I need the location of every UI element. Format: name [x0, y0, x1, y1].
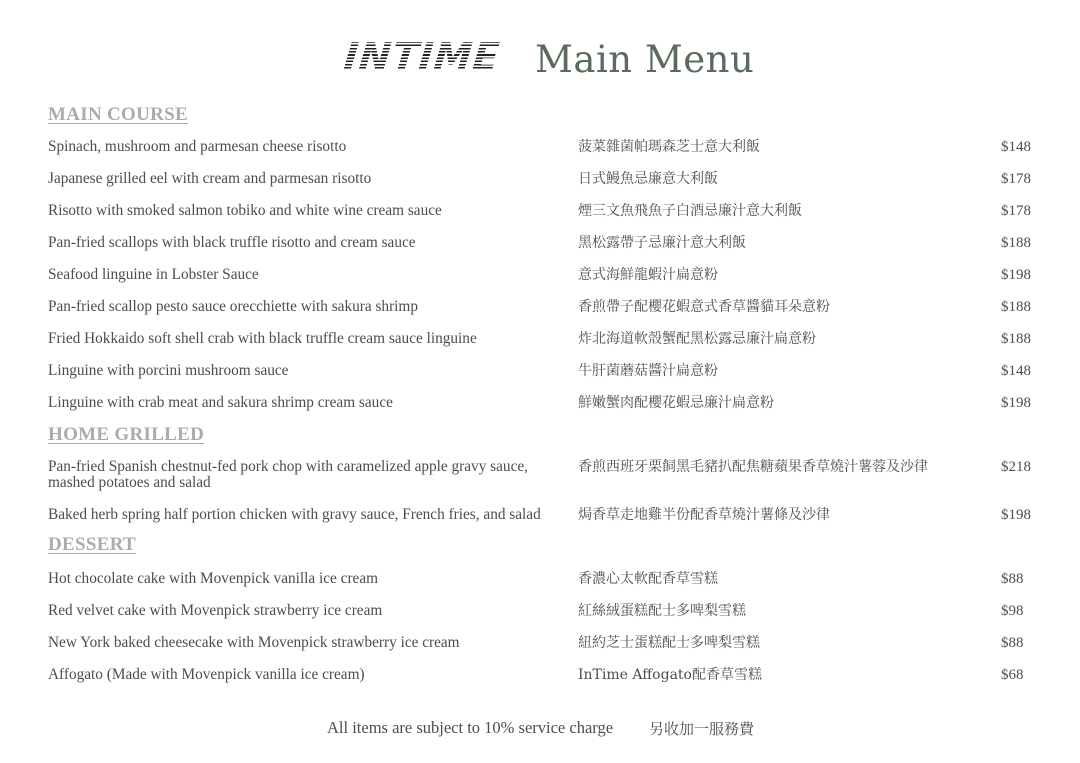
section-title-main-course: MAIN COURSE: [48, 104, 189, 125]
item-name-en: Seafood linguine in Lobster Sauce: [48, 266, 259, 283]
brand-logo: INTIME: [341, 35, 503, 79]
item-name-zh: 香濃心太軟配香草雪糕: [578, 571, 718, 587]
item-name-zh: 日式鰻魚忌廉意大利飯: [578, 171, 718, 187]
item-price: $198: [1001, 507, 1031, 523]
item-name-zh: 菠菜雜菌帕瑪森芝士意大利飯: [578, 139, 760, 155]
item-price: $88: [1001, 635, 1024, 651]
item-name-zh: 意式海鮮龍蝦汁扁意粉: [578, 267, 718, 283]
item-price: $178: [1001, 171, 1031, 187]
item-name-zh: 紅絲絨蛋糕配士多啤梨雪糕: [578, 603, 746, 619]
item-name-zh: 焗香草走地雞半份配香草燒汁薯條及沙律: [578, 507, 830, 523]
item-name-en: Baked herb spring half portion chicken with gravy sauce, French fries, and salad: [48, 506, 541, 523]
item-price: $148: [1001, 139, 1031, 155]
service-charge-note-zh: 另收加一服務費: [649, 720, 755, 738]
item-name-zh: 煙三文魚飛魚子白酒忌廉汁意大利飯: [578, 203, 802, 219]
item-name-en: New York baked cheesecake with Movenpick strawberry ice cream: [48, 634, 460, 651]
item-price: $218: [1001, 459, 1031, 475]
section-title-home-grilled: HOME GRILLED: [48, 424, 205, 445]
item-price: $198: [1001, 395, 1031, 411]
menu-header: [0, 30, 1080, 90]
item-name-zh: 鮮嫩蟹肉配櫻花蝦忌廉汁扁意粉: [578, 395, 774, 411]
item-name-en: Pan-fried scallops with black truffle risotto and cream sauce: [48, 234, 416, 251]
item-name-en: Affogato (Made with Movenpick vanilla ice cream): [48, 666, 365, 683]
section-title-dessert: DESSERT: [48, 534, 137, 555]
item-price: $68: [1001, 667, 1024, 683]
item-price: $188: [1001, 299, 1031, 315]
item-price: $148: [1001, 363, 1031, 379]
item-name-en: Japanese grilled eel with cream and parmesan risotto: [48, 170, 372, 187]
item-name-en: Spinach, mushroom and parmesan cheese risotto: [48, 138, 347, 155]
item-price: $188: [1001, 331, 1031, 347]
item-name-en: Risotto with smoked salmon tobiko and white wine cream sauce: [48, 202, 442, 219]
item-name-en: Pan-fried Spanish chestnut-fed pork chop with caramelized apple gravy sauce, mashed potatoes and salad: [48, 458, 528, 491]
item-price: $198: [1001, 267, 1031, 283]
item-name-zh: 炸北海道軟殼蟹配黑松露忌廉汁扁意粉: [578, 331, 816, 347]
item-name-en: Red velvet cake with Movenpick strawberry ice cream: [48, 602, 383, 619]
item-price: $88: [1001, 571, 1024, 587]
item-price: $98: [1001, 603, 1024, 619]
item-name-en: Pan-fried scallop pesto sauce orecchiette with sakura shrimp: [48, 298, 418, 315]
item-name-en: Linguine with crab meat and sakura shrimp cream sauce: [48, 394, 393, 411]
item-name-zh: 黑松露帶子忌廉汁意大利飯: [578, 235, 746, 251]
item-name-zh: 紐約芝士蛋糕配士多啤梨雪糕: [578, 635, 760, 651]
item-price: $188: [1001, 235, 1031, 251]
item-name-zh: 香煎帶子配櫻花蝦意式香草醬貓耳朵意粉: [578, 299, 830, 315]
item-name-en: Linguine with porcini mushroom sauce: [48, 362, 289, 379]
item-name-zh: 香煎西班牙栗飼黑毛豬扒配焦糖蘋果香草燒汁薯蓉及沙律: [578, 459, 928, 475]
item-name-zh: 牛肝菌蘑菇醬汁扁意粉: [578, 363, 718, 379]
footer: [0, 718, 1080, 742]
item-name-en: Hot chocolate cake with Movenpick vanilla ice cream: [48, 570, 379, 587]
item-name-en: Fried Hokkaido soft shell crab with black truffle cream sauce linguine: [48, 330, 477, 347]
item-price: $178: [1001, 203, 1031, 219]
item-name-zh: InTime Affogato配香草雪糕: [578, 667, 762, 683]
page-title: Main Menu: [535, 38, 755, 81]
service-charge-note-en: All items are subject to 10% service charge: [327, 718, 614, 737]
